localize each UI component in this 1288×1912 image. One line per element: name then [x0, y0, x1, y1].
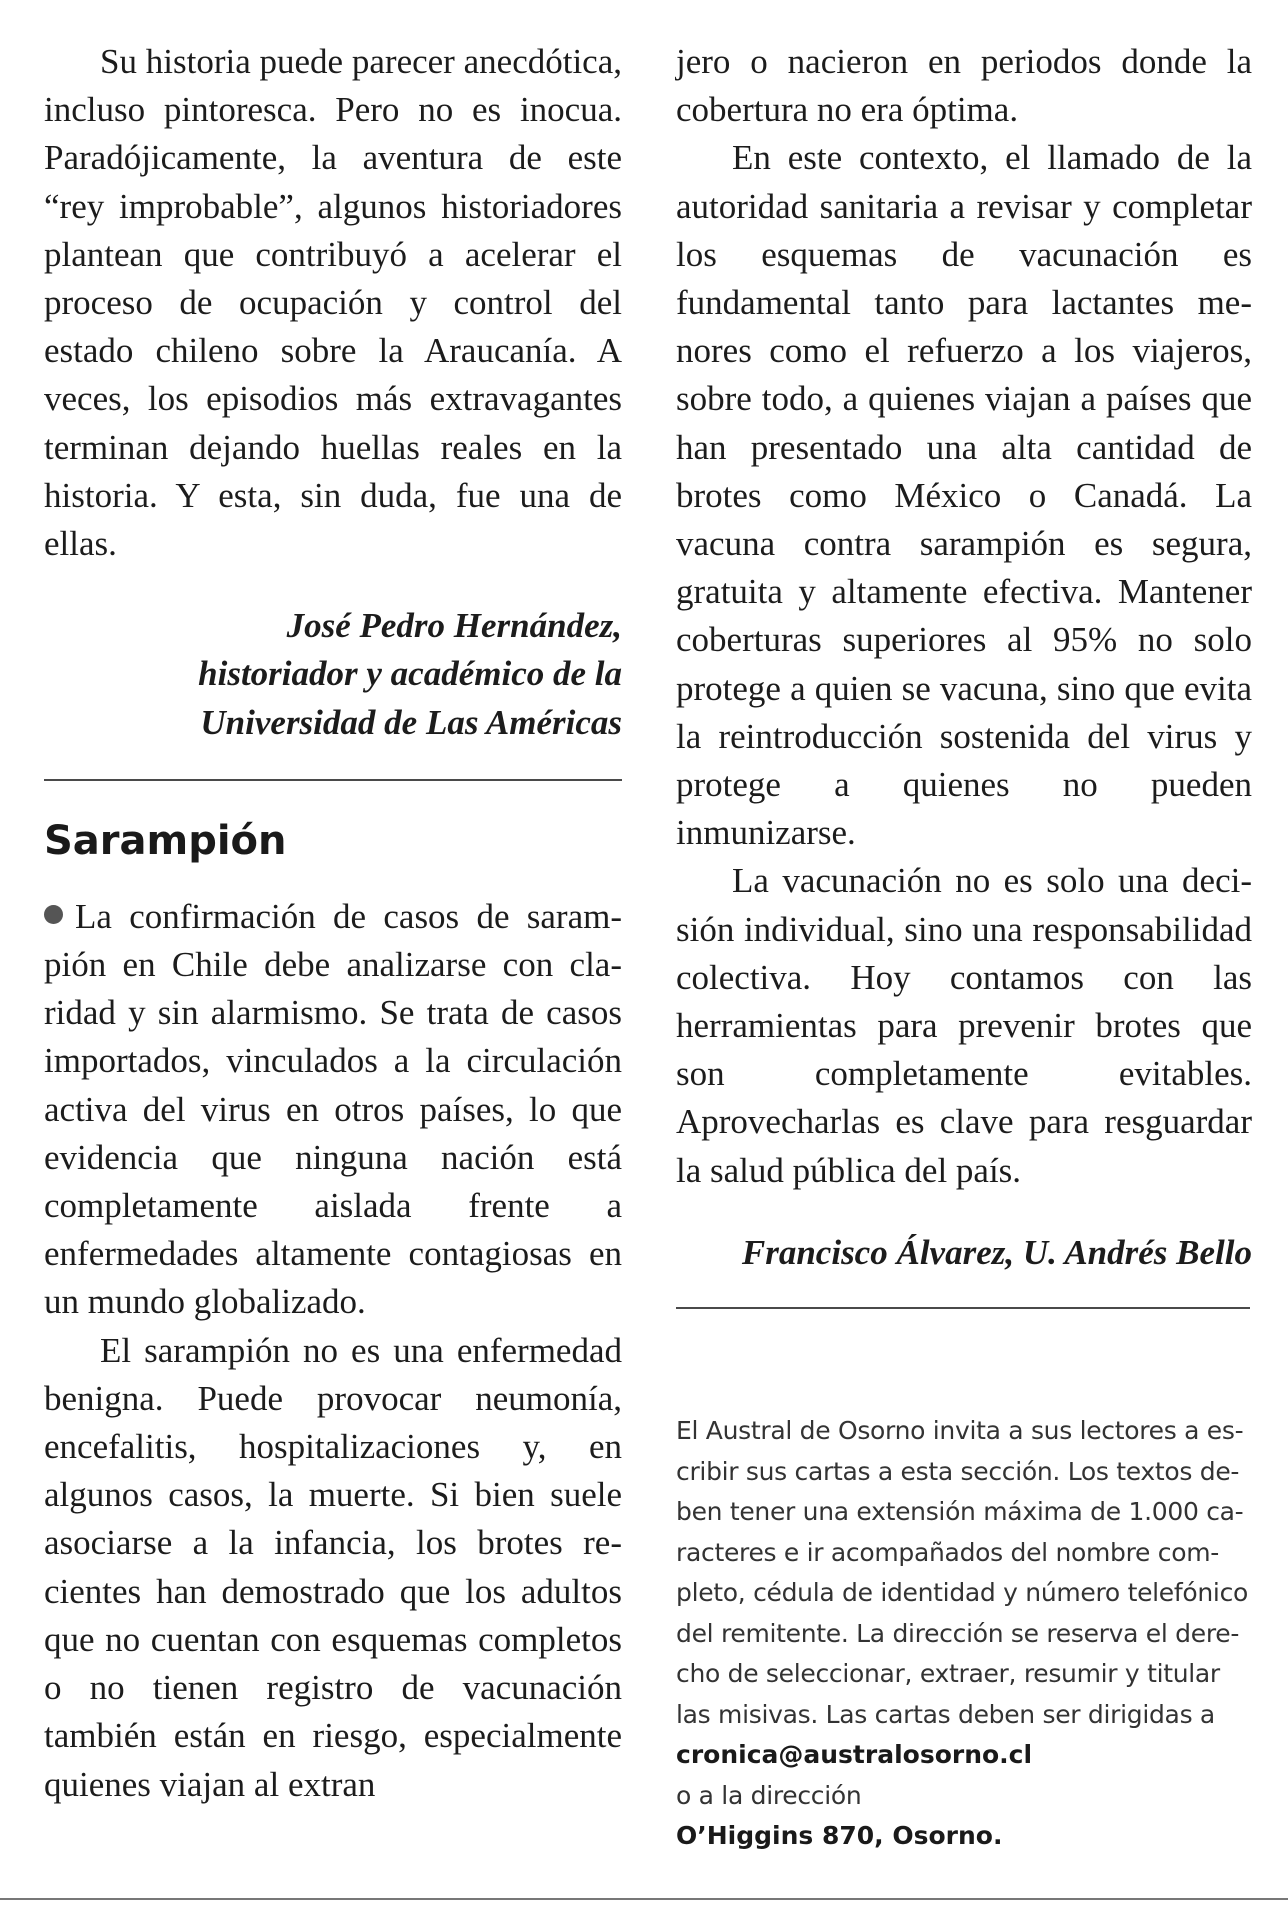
contexto-paragraph: En este contexto, el llamado de la autoridad sanitaria a revisar y completar los esquemas de vacunación es fundamental tanto para lactantes menores como el refuerzo a los viajeros, sobre todo, a quienes viajan a países que han presentado una alta cantidad de brotes como México o Canadá. La vacuna contra sarampión es segura, gratuita y altamente efectiva. Mantener coberturas superiores al 95% no solo protege a quien se vacuna, sino que evita la reintroducción sostenida del virus y protege a quienes no pueden inmunizarse. [676, 138, 1252, 853]
sarampion-paragraph-1-text: La confirmación de casos de sarampión en Chile debe analizarse con claridad y sin alarmismo. Se trata de casos importados, vinculados a la circulación activa del virus en otros países, lo que evidencia que ninguna nación está completamente aislada frente a enfermedades altamente contagiosas en un mundo globalizado. [44, 896, 622, 1322]
left-column [44, 38, 622, 1809]
signature-name-hernandez: José Pedro Hernández, [286, 606, 622, 646]
historia-paragraph: Su historia puede parecer anecdótica, incluso pintoresca. Pero no es inocua. Paradójicamente, la aventura de este “rey improbable”, algunos historiadores plantean que contribuyó a acelerar el proceso de ocupación y control del estado chileno sobre la Araucanía. A veces, los episodios más extravagantes terminan dejando huellas reales en la historia. Y esta, sin duda, fue una de ellas. [44, 42, 622, 564]
notice-address: O’Higgins 870, Osorno. [676, 1821, 1003, 1851]
notice-address-label: o a la dirección [676, 1780, 862, 1810]
signature-role-hernandez: historiador y académico de la [198, 654, 622, 694]
page-bottom-rule [0, 1898, 1288, 1900]
signature-institution-hernandez: Universidad de Las Américas [200, 702, 622, 742]
reader-letters-notice [676, 1411, 1252, 1857]
vacunacion-paragraph: La vacunación no es solo una decisión individual, sino una responsabilidad colectiva. Hoy contamos con las herramientas para prevenir brotes que son completamente evitables. Aprovecharlas es clave para resguardar la salud pública del país. [676, 861, 1252, 1190]
sarampion-paragraph-2: El sarampión no es una enfermedad benigna. Puede provocar neumonía, encefalitis, hospitalizaciones y, en algunos casos, la muerte. Si bien suele asociarse a la infancia, los brotes recientes han demostrado que los adultos que no cuentan con esquemas completos o no tienen registro de vacunación también están en riesgo, especialmente quienes viajan al extran [44, 1330, 622, 1804]
sarampion-paragraph-1 [44, 893, 622, 1327]
notice-email-link[interactable]: cronica@australosorno.cl [676, 1740, 1033, 1770]
bullet-icon [44, 905, 63, 924]
continuation-paragraph: jero o nacieron en periodos donde la cobertura no era óptima. [676, 42, 1252, 130]
right-column [676, 38, 1252, 1857]
signature-alvarez: Francisco Álvarez, U. Andrés Bello [741, 1232, 1252, 1272]
notice-text: El Austral de Osorno invita a sus lectores a escribir sus cartas a esta sección. Los textos deben tener una extensión máxima de 1.000 caracteres e ir acompañados del nombre completo, cédula de identidad y número telefónico del remitente. La dirección se reserva el derecho de seleccionar, extraer, resumir y titular las misivas. Las cartas deben ser dirigidas a [676, 1416, 1249, 1729]
section-title-sarampion: Sarampión [44, 817, 287, 864]
